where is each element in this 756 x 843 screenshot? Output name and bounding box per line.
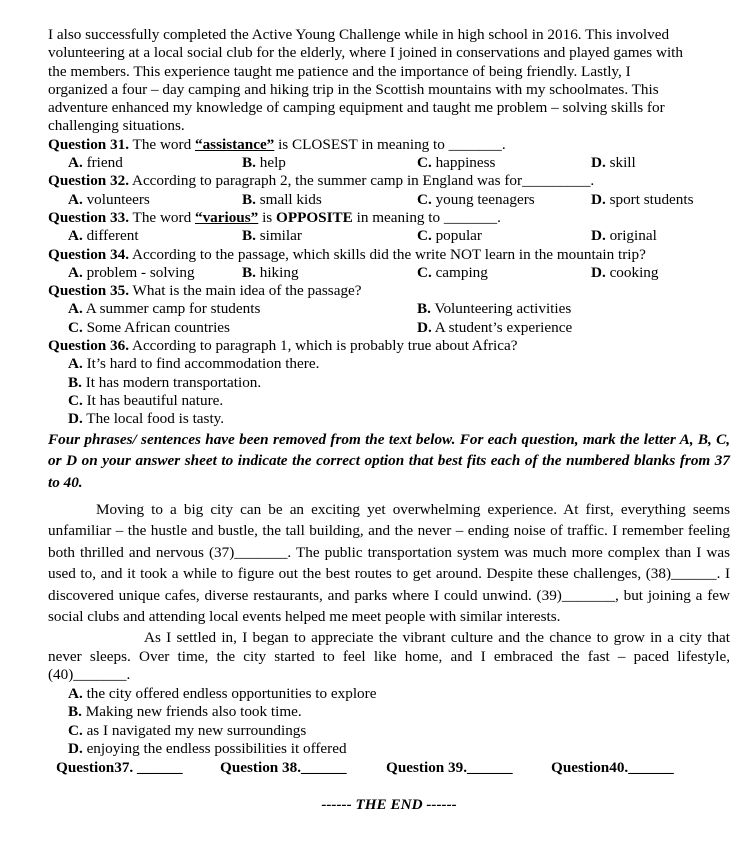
question-text: According to the passage, which skills did the write NOT learn in the mountain trip? [129, 245, 646, 263]
question-31 [48, 136, 730, 154]
question-number: Question 35. [48, 282, 130, 300]
question-35 [48, 282, 730, 300]
option-d[interactable]: D. cooking [591, 263, 659, 281]
option-c[interactable]: C. camping [417, 263, 488, 281]
question-number: Question 31. [48, 135, 130, 153]
question-text: The word [129, 135, 195, 153]
options-31 [48, 154, 730, 172]
intro-line: adventure enhanced my knowledge of camping equipment and taught me problem – solving skills for [48, 99, 665, 117]
answer-blanks [48, 759, 730, 779]
choice-d: D. enjoying the endless possibilities it offered [68, 739, 347, 757]
intro-line: the members. This experience taught me patience and the importance of being friendly. Lastly, I [48, 62, 631, 80]
answer-blank-40[interactable]: Question40.______ [551, 759, 674, 777]
question-text: What is the main idea of the passage? [129, 282, 362, 300]
choice-c: C. as I navigated my new surroundings [68, 721, 307, 739]
option-a[interactable]: A. volunteers [68, 190, 150, 208]
question-text: According to paragraph 2, the summer camp in England was for_________. [129, 172, 595, 190]
passage-paragraph-1: Moving to a big city can be an exciting yet overwhelming experience. At first, everything seems unfamiliar – the hustle and bustle, the tall building, and the never – ending noise of traffic. I remember feeling both thrilled and nervous (37)_______. The public transportation system was much more complex than I was used to, and it took a while to figure out the best routes to get around. Despite these challenges, (38)______. I discovered unique cafes, diverse restaurants, and parks where I could unwind. (39)_______, but joining a few social clubs and attending local events helped me meet people with similar interests. [48, 501, 730, 626]
option-c[interactable]: C. It has beautiful nature. [68, 391, 224, 409]
option-d[interactable]: D. skill [591, 154, 636, 172]
option-b[interactable]: B. hiking [242, 263, 299, 281]
options-35-row2 [48, 319, 730, 337]
option-a[interactable]: A. friend [68, 154, 123, 172]
option-c[interactable]: C. young teenagers [417, 190, 535, 208]
question-32 [48, 172, 730, 190]
option-b[interactable]: B. small kids [242, 190, 322, 208]
choice-a: A. the city offered endless opportunities to explore [68, 684, 377, 702]
option-b[interactable]: B. similar [242, 227, 302, 245]
question-text: is CLOSEST in meaning to _______. [274, 135, 506, 153]
options-34 [48, 264, 730, 282]
option-b[interactable]: B. It has modern transportation. [68, 373, 262, 391]
question-34 [48, 246, 730, 264]
option-d[interactable]: D. The local food is tasty. [68, 410, 225, 428]
intro-line: volunteering at a local social club for the elderly, where I joined in conservations and played games with [48, 44, 683, 62]
option-a[interactable]: A. problem - solving [68, 263, 195, 281]
exam-page [48, 26, 730, 813]
option-c[interactable]: C. popular [417, 227, 482, 245]
intro-paragraph [48, 26, 730, 136]
question-text: in meaning to _______. [352, 208, 501, 226]
option-a[interactable]: A. It’s hard to find accommodation there. [68, 355, 320, 373]
option-b[interactable]: B. help [242, 154, 286, 172]
options-32 [48, 191, 730, 209]
intro-line: organized a four – day camping and hiking trip in the Scottish mountains with my schoolmates. This [48, 80, 659, 98]
question-number: Question 33. [48, 208, 130, 226]
option-d[interactable]: D. A student’s experience [417, 318, 573, 336]
answer-blank-38[interactable]: Question 38.______ [220, 759, 347, 777]
option-c[interactable]: C. happiness [417, 154, 496, 172]
question-text: The word [129, 208, 195, 226]
answer-blank-39[interactable]: Question 39.______ [386, 759, 513, 777]
option-d[interactable]: D. sport students [591, 190, 694, 208]
section-instruction: Four phrases/ sentences have been removed from the text below. For each question, mark the letter A, B, C, or D on your answer sheet to indicate the correct option that best fits each of the numbered blanks from 37 to 40. [48, 430, 730, 491]
question-text: According to paragraph 1, which is probably true about Africa? [129, 337, 518, 355]
target-word: “various” [194, 208, 259, 226]
question-33 [48, 209, 730, 227]
question-text: is [258, 208, 276, 226]
option-a[interactable]: A. different [68, 227, 139, 245]
question-number: Question 32. [48, 172, 130, 190]
options-35-row1 [48, 300, 730, 318]
question-number: Question 36. [48, 337, 130, 355]
passage-paragraph-2: As I settled in, I began to appreciate the vibrant culture and the chance to grow in a city that never sleeps. Over time, the city started to feel like home, and I embraced the fast – paced lifestyle, (40)_______. [48, 629, 730, 684]
options-33 [48, 227, 730, 245]
the-end-marker: ------ THE END ------ [321, 796, 457, 813]
intro-line: challenging situations. [48, 117, 185, 135]
option-d[interactable]: D. original [591, 227, 657, 245]
choice-b: B. Making new friends also took time. [68, 703, 302, 721]
option-b[interactable]: B. Volunteering activities [417, 300, 572, 318]
emphasis-word: OPPOSITE [276, 208, 353, 226]
option-a[interactable]: A. A summer camp for students [68, 300, 261, 318]
target-word: “assistance” [194, 135, 275, 153]
option-c[interactable]: C. Some African countries [68, 318, 230, 336]
intro-line: I also successfully completed the Active Young Challenge while in high school in 2016. This involved [48, 26, 670, 43]
question-36 [48, 337, 730, 355]
question-number: Question 34. [48, 245, 130, 263]
answer-blank-37[interactable]: Question37. ______ [56, 759, 183, 777]
